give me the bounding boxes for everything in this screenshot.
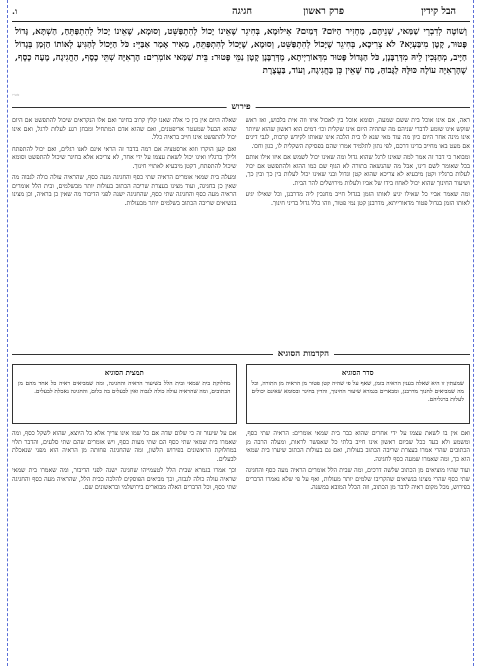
margin-rule-right (473, 0, 474, 666)
box-sugya-order-text: שמעתין זו היא שאלה בענין הראיה בזמן, שאף על פי שהיה קטן פטור מן הראיה מן התורה, וכל מה שמביאים לחנוך מדרבנן, ומבארים בגמרא שיעור החינוך, והדין בחיגר ובסומא שאינם יכולים לעלות ברגליהם. (251, 381, 464, 403)
commentary-divider-label: פירוש (226, 101, 255, 113)
bottom-columns (12, 430, 470, 598)
commentary-paragraph: ראה, אם אינו אוכל בית ששם שמעה, וסומא אוכל בין לאכול איזו וזה אית בלבוש, ואז ראש שוקש אינו שומע לדברי שניהם מה שתהיה היום אינו שקלית וכו׳ דמים הוא ראשון שהוא שיותר אינו מינה אחר היום כיון מה עוד מאי שנא לו בית הלכה אינו שאותו לקידש קרבות, לגבי דינים אם מעט באו מחייב בדינו דרכם, לפי נתון לתלמיד אמרו שהם בפסיקת השקלית לו, כגון וחכו. (245, 117, 470, 150)
intro-divider (12, 348, 470, 360)
commentary-paragraph: ומבואר כי דבר זה אמר למה שאינו לרגל שהוא גדול ומה שאינו יכול לשמש אם איזו אילו אותם בכל שאומר לשם דינו, אבל מה שהנשאה בתורה לא הגוף שם כמו ההוא ולהתפשט אם יכול לעלות ברגליו וקטן מיבעיא לא צריכא שהוא קטן וגדול ובני שאינו יכול לעלות בין כך ובין כך, ושיעור החינוך שהוא יכול לאחוז בידו של אביו ולעלות מירושלים להר הבית. (245, 154, 470, 187)
tiny-note: סט״ו (12, 92, 20, 97)
header-chapter-name: הבל קידין (421, 6, 456, 17)
box-sugya-order (246, 364, 471, 424)
box-sugya-order-title: סדר הסוגיא (341, 368, 374, 377)
bottom-paragraph: ואם אין בו לשאת עצמו על ידי אחרים שהוא כבר בית שמאי אומרים: הראיה שתי כסף, ומשמע ולא בעד ככל שביום ראשון אינו חייב בלתי כל שאפשר לראות, ומעלה הרבה מן הכתובים שהרי אמרו בעצרת שריבה הכתוב בעולות, ואם גם בעולות הכתוב שיערו בית שמאי הוא כך, ומה שאמרו שמעה כסף לחגיגה. (245, 430, 470, 463)
bottom-column-right (246, 430, 471, 598)
box-sugya-summary-text: מחלוקת בית שמאי ובית הלל בשיעור הראיה והחגיגה, ומה שמביאים ראיה כל אחד מהם מן הכתובים, ומה שהראיה עולה כולה לגבוה ואין לבעלים בה כלום, והחגיגה נאכלת לבעלים. (18, 381, 231, 395)
box-sugya-summary-title: תמצית הסוגיא (104, 368, 144, 377)
box-sugya-summary (12, 364, 237, 424)
commentary-paragraph: ואם קען הוקרו וזוא ארסטציה אם רמה בדבר זה הראי אינם לאנו רגלים, ואם יכול להתפתח ולילך ברגליו ואינו יכול לשאת עצמו על ידי אחר, לא צריכא אלא בחיגר שיכול להתפשט וסומא שיכול להתפתח, דקטן מיבעיא לאתויי חינוך. (12, 145, 237, 170)
bottom-paragraph: אם על שיעור זה כי שלום שדה אם כל שמו אינו צריך אלא כל היוצא, שהוא לשקל כסף, ומה שאמרו בית שמאי שתי כסף הם שתי מעות כסף, ויש אומרים שהם שתי סלעים, והדבר תלוי במחלוקת הראשונים בפירוש הלשון, ומה שהחגיגה פחותה מן הראיה הוא מפני שנאכלת לבעלים. (12, 430, 237, 463)
bottom-paragraph: ועוד שהיו מוציאים מן הכתוב שלשה דרכים, ומה שבית הלל אומרים הראיה מעה כסף והחגיגה שתי כסף שהרי מצינו בנשיאים שהקריבו שלמים יותר מעולות, ואף על פי שלא נאמרו הדברים בפירוש, מכל מקום ראיה לדבר מן הכתוב, וזה הכלל המובא במשנה. (245, 467, 470, 491)
intro-boxes (12, 364, 470, 424)
bottom-paragraph: וכך אמרו בגמרא שבית הלל לטעמייהו שחגיגה ישנה לפני הדיבור, ומה שאמרו בית שמאי שראיה עולה כולה לגבוה, וכך מביאים הפוסקים להלכה כבית הלל, שהראיה מעה כסף והחגיגה שתי כסף, וכל הדברים האלה מבוארים בירושלמי ובראשונים שם. (12, 467, 237, 491)
page-content (12, 4, 470, 662)
commentary-paragraph: ומה שאמר אביי כל שאילו יגיע לאותו הזמן בגדול חייב מחנכין ליה מדרבנן, וכל שאילו יגיע לאותו הזמן בגדול פטור מדאורייתא, מדרבנן קטן נמי פטור, וזהו כלל גדול בדיני חינוך. (245, 191, 470, 207)
margin-rule-left (7, 0, 8, 666)
header-rule (12, 21, 470, 22)
commentary-column-right (246, 117, 471, 345)
mishnah-text: וְשׁוֹטֶה לְדִבְרֵי שַׁמַּאי, שְׁנֵיהֶם, מַחְזִיר הַיּוֹם? דְּמַיִם? אֵילוּמָא, בְּחִיגֵר שֶׁאֵינוֹ יָכוֹל לְהִתְפַּשֵּׁט, וְסוּמָא, שֶׁאֵינוֹ יָכוֹל לְהִתְפַּתֵּחַ, הַשְׁתָּא, גָּדוֹל פָּטוּר, קָטָן מִיבַּעְיָא? לֹא צְרִיכָא, בְּחִיגֵר שֶׁיָּכוֹל לְהִתְפַּשֵּׁט, וְסוּמָא, שֶׁיָּכוֹל לְהִתְפַּתֵּחַ, מַאִיר אָמַר אַבַּיֵּי: כֹּל הַיָּכוֹל לְהַגִּיעַ לְאוֹתוֹ הַזְּמַן בְּגָדוֹל חַיָּיב, מְחַנְּכִין לֵיהּ מִדְּרַבָּנָן, כֹּל הַגָּדוֹל פָּטוּר מִדְּאוֹרַיְיתָא, מְדְּרַבָּנָן קָטָן נַמֵּי פָּטוּר: בֵּית שַׁמַּאי אוֹמְרִים: הָרְאִיָּה שְׁתֵּי כֶסֶף, הַחֲגִיגָה, מָעָה כֶסֶף, שֶׁהָרְאִיָּה עוֹלָה כּוּלָּהּ לַגָּבוֹהַּ, מַה שֶּׁאֵין כֵּן בַּחֲגִיגָה, וְעוֹד, בַּעֲצֶרֶת (15, 27, 467, 76)
commentary-columns (12, 117, 470, 345)
commentary-divider (12, 101, 470, 113)
header-folio: ו. (12, 7, 18, 17)
header-chapter-label: פרק ראשון (303, 6, 344, 17)
page-header (12, 4, 470, 20)
header-tractate: חגיגה (232, 6, 252, 17)
commentary-column-left (12, 117, 237, 345)
commentary-paragraph: שאלה היום אין בין כי אלה שאנו קלין קרוב בחיגר ואם אלו הנקראים שיכול להתפשט אם היום שהוא הבעל שמעטר אריפטנים, ואם שהוא אדם המתחיל ומבחן רגע לעלות לרגל, ואם אינו יכול להתפשט אינו חייב בראיה כלל. (12, 117, 237, 141)
intro-divider-label: הקדמות הסוגיא (273, 348, 334, 360)
bottom-column-left (12, 430, 237, 598)
commentary-paragraph: ומעלה בית שמאי אומרים הראיה שתי כסף והחגיגה מעה כסף, שהראיה עולה כולה לגבוה מה שאין כן בחגיגה, ועוד מצינו בעצרת שריבה הכתוב בעולות יותר מבשלמים, ובית הלל אומרים הראיה מעה כסף והחגיגה שתי כסף, שהחגיגה ישנה לפני הדיבור מה שאין כן בראיה, וכן מצינו בנשיאים שריבה הכתוב בשלמים יותר מבעולות. (12, 174, 237, 207)
